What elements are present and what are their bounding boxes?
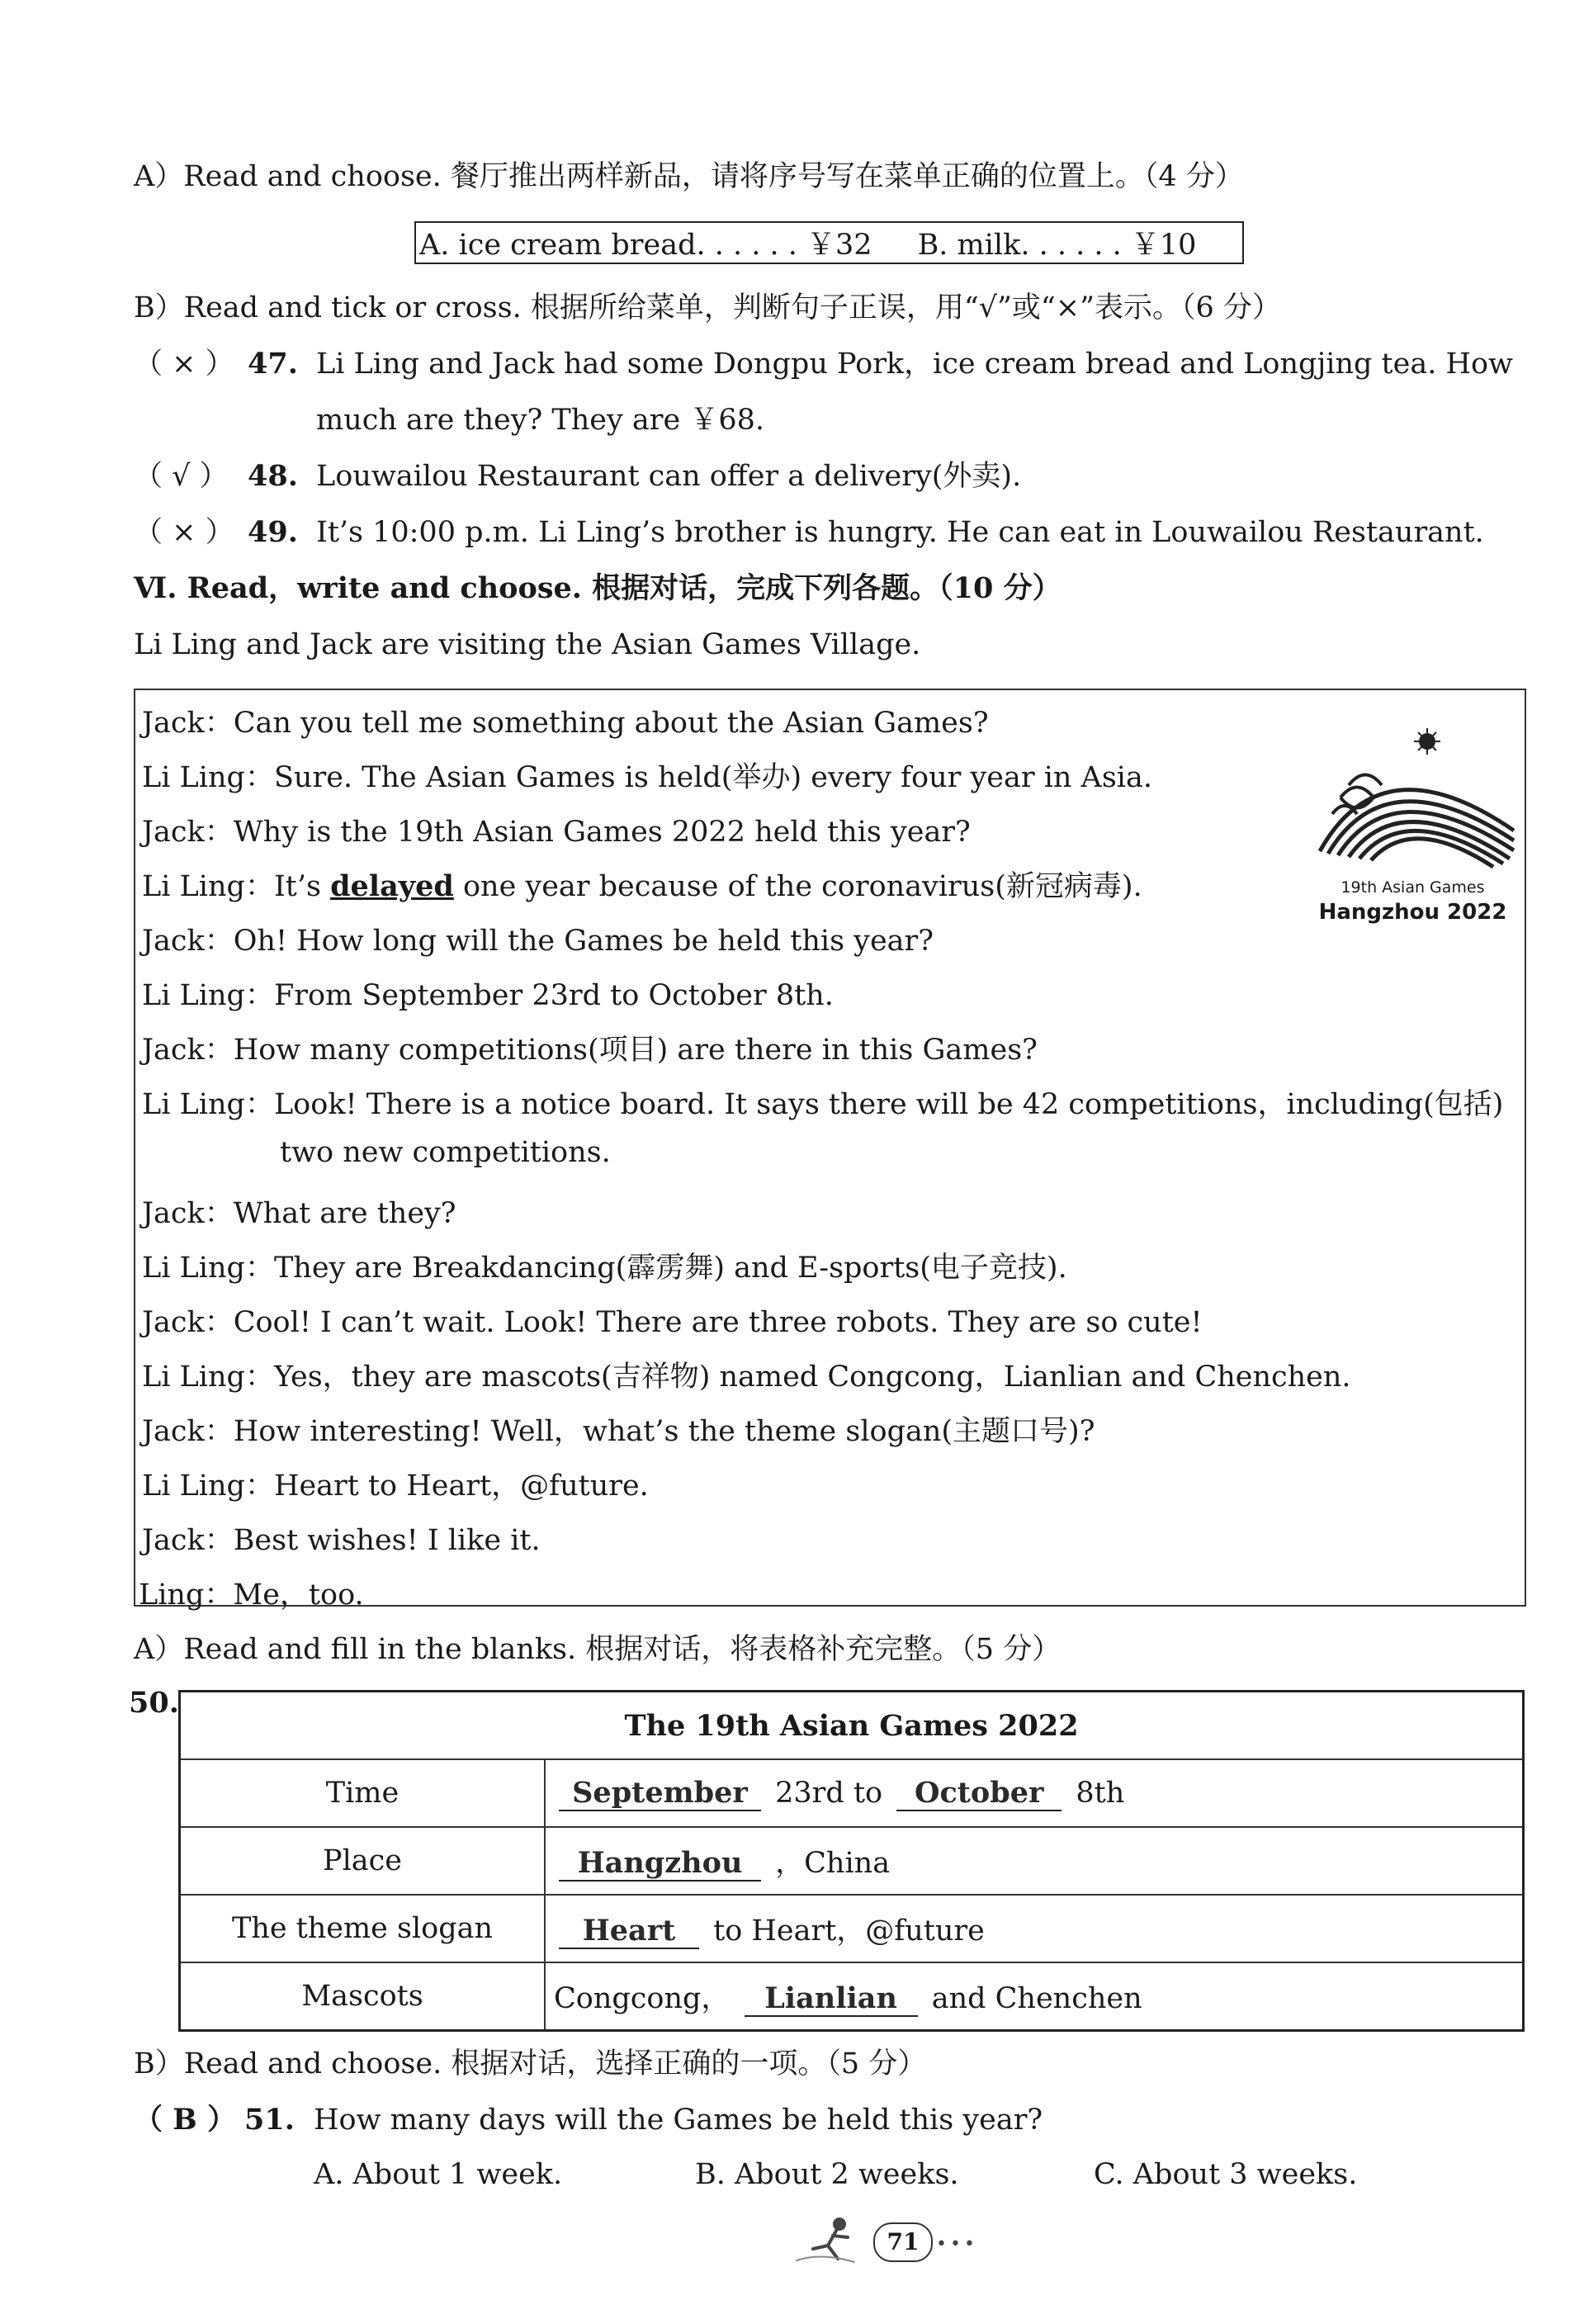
q51-option-b: B. About 2 weeks. (695, 2158, 959, 2191)
q48-number: 48. (248, 459, 298, 493)
q49-mark: （ × ） (134, 516, 234, 549)
dialog-line: Jack：How many competitions(项目) are there in this Games? (142, 1034, 1038, 1067)
q49-text: It’s 10:00 p.m. Li Ling’s brother is hungry. He can eat in Louwailou Restaurant. (316, 516, 1484, 549)
dialog-line: Jack：Why is the 19th Asian Games 2022 held this year? (142, 816, 971, 849)
dialog-line: Li Ling：Look! There is a notice board. It says there will be 42 competitions，including(包括) (142, 1088, 1504, 1121)
asian-games-table (178, 1690, 1525, 2032)
dots-decoration: ••• (936, 2234, 978, 2255)
q47-text: Li Ling and Jack had some Dongpu Pork，ice cream bread and Longjing tea. How (316, 348, 1514, 381)
dialog-line: Jack：What are they? (142, 1197, 456, 1230)
q47-text-cont: much are they? They are ￥68. (316, 404, 765, 437)
dialog-line: Jack：Cool! I can’t wait. Look! There are three robots. They are so cute! (142, 1306, 1203, 1339)
table-text: and Chenchen (931, 1982, 1142, 2015)
dialog-line: Li Ling：Heart to Heart，@future. (142, 1470, 649, 1503)
asian-games-logo (1303, 707, 1522, 946)
blank-answer[interactable]: September (559, 1776, 761, 1811)
section-a2-instruction: A）Read and fill in the blanks. 根据对话，将表格补充完整。（5 分） (134, 1633, 1062, 1666)
dialog-text: Li Ling：It’s (142, 870, 331, 903)
q49-number: 49. (248, 515, 298, 549)
table-row (180, 1759, 1524, 1827)
row-label-slogan: The theme slogan (180, 1895, 546, 1962)
table-text: Congcong， (554, 1982, 731, 2015)
row-label-place: Place (180, 1827, 546, 1895)
logo-caption-line2: Hangzhou 2022 (1318, 900, 1507, 925)
row-value-place (545, 1827, 1524, 1895)
row-value-mascots (545, 1962, 1524, 2031)
q51-text: How many days will the Games be held this year? (314, 2104, 1043, 2137)
table-row (180, 1827, 1524, 1895)
section-b2-instruction: B）Read and choose. 根据对话，选择正确的一项。（5 分） (134, 2047, 927, 2080)
q51-mark: （ B ） (134, 2103, 236, 2137)
dialog-line: Li Ling：Sure. The Asian Games is held(举办) every four year in Asia. (142, 761, 1152, 794)
blank-answer[interactable]: Lianlian (745, 1981, 918, 2017)
q51-option-a: A. About 1 week. (314, 2158, 563, 2191)
menu-item-b: B. milk. . . . . . ￥10 (917, 229, 1197, 262)
table-text: ，China (775, 1847, 891, 1880)
table-row (180, 1692, 1524, 1760)
q51-number: 51. (244, 2103, 295, 2137)
blank-answer[interactable]: October (896, 1776, 1062, 1811)
row-value-time (545, 1759, 1524, 1827)
dialog-line: Li Ling：From September 23rd to October 8th. (142, 979, 834, 1012)
dialog-line: Jack：Oh! How long will the Games be held this year? (142, 925, 934, 958)
delayed-word: delayed (330, 869, 454, 903)
table-row (180, 1895, 1524, 1962)
dialog-box (134, 689, 1526, 1612)
blank-answer[interactable]: Hangzhou (559, 1846, 761, 1881)
dialog-line: Li Ling：Yes，they are mascots(吉祥物) named Congcong，Lianlian and Chenchen. (142, 1361, 1351, 1394)
dialog-line: Jack：How interesting! Well，what’s the theme slogan(主题口号)? (142, 1415, 1095, 1448)
q48-text: Louwailou Restaurant can offer a delivery(外卖). (316, 460, 1022, 493)
row-label-time: Time (180, 1759, 546, 1827)
table-text: 8th (1076, 1776, 1125, 1810)
runner-icon (788, 2213, 871, 2270)
page-number: 71 (873, 2222, 933, 2262)
section-a-instruction: A）Read and choose. 餐厅推出两样新品，请将序号写在菜单正确的位置上。（4 分） (134, 160, 1244, 193)
section-vi-heading: Ⅵ. Read，write and choose. 根据对话，完成下列各题。（10 分） (134, 571, 1062, 605)
dialog-line: Jack：Can you tell me something about the Asian Games? (142, 707, 989, 740)
q48-mark: （ √ ） (134, 460, 229, 493)
dialog-line: Ling：Me，too. (139, 1579, 364, 1612)
menu-box (414, 221, 1244, 264)
menu-item-a: A. ice cream bread. . . . . . ￥32 (419, 229, 872, 262)
row-value-slogan (545, 1895, 1524, 1962)
row-label-mascots: Mascots (180, 1962, 546, 2031)
dialog-line: two new competitions. (280, 1136, 611, 1169)
table-text: 23rd to (775, 1776, 883, 1810)
q51-option-c: C. About 3 weeks. (1094, 2158, 1358, 2191)
q50-number: 50. (129, 1686, 179, 1720)
q47-mark: （ × ） (134, 348, 234, 381)
table-row (180, 1962, 1524, 2031)
section-b-instruction: B）Read and tick or cross. 根据所给菜单，判断句子正误，用“√”或“×”表示。（6 分） (134, 291, 1281, 324)
asian-games-emblem-icon (1303, 707, 1522, 872)
dialog-line: Li Ling：They are Breakdancing(霹雳舞) and E-sports(电子竞技). (142, 1252, 1067, 1285)
logo-caption-line1: 19th Asian Games (1340, 878, 1485, 897)
dialog-line: Jack：Best wishes! I like it. (142, 1524, 541, 1557)
dialog-text: one year because of the coronavirus(新冠病毒). (453, 870, 1142, 903)
blank-answer[interactable]: Heart (559, 1914, 699, 1949)
table-text: to Heart，@future (713, 1915, 985, 1948)
q47-number: 47. (248, 347, 298, 381)
dialog-line (142, 864, 1142, 905)
table-title: The 19th Asian Games 2022 (180, 1692, 1524, 1760)
section-vi-intro: Li Ling and Jack are visiting the Asian Games Village. (134, 628, 921, 661)
